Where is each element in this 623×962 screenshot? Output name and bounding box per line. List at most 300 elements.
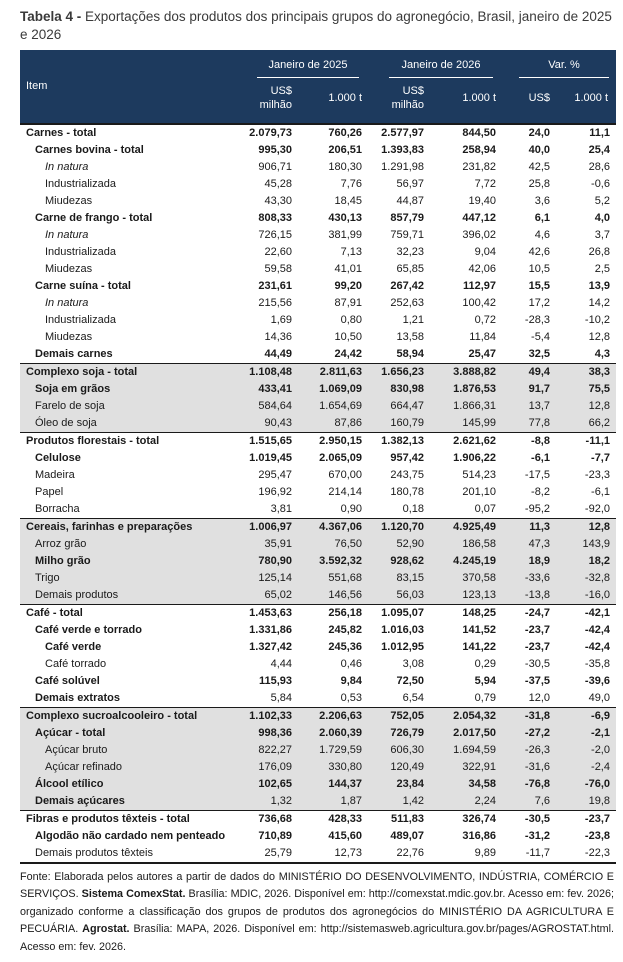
row-value: 14,2: [588, 296, 610, 309]
row-value: -42,4: [584, 623, 610, 636]
table-row: [20, 518, 616, 536]
row-label: Produtos florestais - total: [20, 432, 238, 450]
row-value: 844,50: [432, 124, 504, 142]
row-label: Complexo soja - total: [20, 363, 238, 381]
row-value: 76,50: [300, 536, 370, 553]
table-row: [20, 570, 616, 587]
table-row: [20, 828, 616, 845]
row-value: 87,91: [334, 296, 362, 309]
row-value: 252,63: [390, 296, 424, 309]
row-value: -23,7: [524, 623, 550, 636]
row-value: 42,6: [528, 245, 550, 258]
row-value: 28,6: [588, 160, 610, 173]
row-label: Farelo de soja: [20, 398, 238, 415]
row-value: 44,49: [264, 347, 292, 360]
group-label-jan-2026: Janeiro de 2026: [389, 59, 493, 78]
column-header-usd-2026: US$ milhão: [370, 79, 432, 124]
row-label: Celulose: [35, 451, 81, 464]
row-value: 428,33: [300, 810, 370, 828]
row-value: 160,79: [370, 415, 432, 433]
row-value: 1.019,45: [249, 451, 292, 464]
row-label: Carnes - total: [20, 124, 238, 142]
table-row: [20, 793, 616, 811]
row-label: Demais extratos: [35, 691, 120, 704]
row-value: 65,02: [238, 587, 300, 605]
row-value: 11,3: [504, 518, 558, 536]
row-label: Papel: [35, 485, 64, 498]
row-value: 144,37: [300, 776, 370, 793]
row-label: Carnes bovina - total: [35, 143, 144, 156]
row-label: Carne suína - total: [35, 279, 131, 292]
row-value: 201,10: [462, 485, 496, 498]
row-value: -5,4: [531, 330, 550, 343]
row-label: Industrializada: [45, 313, 116, 326]
row-value: 3,08: [402, 657, 424, 670]
table-row: [20, 261, 616, 278]
row-value: 9,89: [474, 846, 496, 859]
row-value: 267,42: [390, 279, 424, 292]
row-value: 2.054,32: [432, 707, 504, 725]
table-row: [20, 450, 616, 467]
row-value: -6,1: [591, 485, 610, 498]
row-value: 584,64: [238, 398, 300, 415]
row-value: -23,8: [584, 829, 610, 842]
table-row: [20, 278, 616, 295]
table-row: [20, 193, 616, 210]
row-value: -76,8: [504, 776, 558, 793]
row-value: 2.206,63: [300, 707, 370, 725]
row-value: 9,04: [474, 245, 496, 258]
table-row: [20, 415, 616, 433]
row-value: 99,20: [334, 279, 362, 292]
row-value: 196,92: [258, 485, 292, 498]
row-value: 316,86: [462, 829, 496, 842]
row-value: 176,09: [238, 759, 300, 776]
row-value: 231,82: [462, 160, 496, 173]
row-value: 396,02: [462, 228, 496, 241]
row-value: 760,26: [300, 124, 370, 142]
row-value: 1.876,53: [432, 381, 504, 398]
row-value: 43,30: [264, 194, 292, 207]
row-value: 45,28: [264, 177, 292, 190]
row-value: 14,36: [264, 330, 292, 343]
row-value: 7,13: [340, 245, 362, 258]
row-value: 430,13: [328, 211, 362, 224]
row-value: -42,4: [584, 640, 610, 653]
row-label: Borracha: [35, 502, 80, 515]
row-value: 957,42: [390, 451, 424, 464]
row-label: In natura: [45, 296, 89, 309]
row-value: 1.006,97: [238, 518, 300, 536]
row-label: Trigo: [20, 570, 238, 587]
row-value: 381,99: [328, 228, 362, 241]
row-value: 1.906,22: [453, 451, 496, 464]
table-row: [20, 742, 616, 759]
row-value: 0,90: [340, 502, 362, 515]
row-value: 7,76: [340, 177, 362, 190]
table-row: [20, 398, 616, 415]
table-row: [20, 432, 616, 450]
table-row: [20, 363, 616, 381]
table-row: [20, 159, 616, 176]
row-value: 1.108,48: [238, 363, 300, 381]
row-value: 11,84: [469, 330, 496, 343]
row-value: 0,72: [474, 313, 496, 326]
table-row: [20, 467, 616, 484]
row-value: -2,0: [558, 742, 616, 759]
row-value: 26,8: [588, 245, 610, 258]
row-label: Fibras e produtos têxteis - total: [20, 810, 238, 828]
row-value: -6,9: [558, 707, 616, 725]
column-group-jan-2025: [238, 50, 370, 79]
row-value: 243,75: [390, 468, 424, 481]
row-value: 664,47: [370, 398, 432, 415]
row-label: Complexo sucroalcooleiro - total: [20, 707, 238, 725]
row-label: Miudezas: [45, 330, 93, 343]
row-value: -8,2: [531, 485, 550, 498]
row-value: 22,60: [264, 245, 292, 258]
row-value: -35,8: [584, 657, 610, 670]
row-value: 15,5: [528, 279, 550, 292]
table-row: [20, 707, 616, 725]
column-group-jan-2026: [370, 50, 504, 79]
row-label: Cereais, farinhas e preparações: [20, 518, 238, 536]
row-value: 7,6: [504, 793, 558, 811]
row-value: 214,14: [328, 485, 362, 498]
row-value: 120,49: [370, 759, 432, 776]
row-value: 4,0: [594, 211, 610, 224]
table-row: [20, 759, 616, 776]
table-row: [20, 810, 616, 828]
row-value: 489,07: [390, 829, 424, 842]
row-label: Demais carnes: [35, 347, 113, 360]
table-row: [20, 329, 616, 346]
row-value: 670,00: [328, 468, 362, 481]
source-note-text: Brasília: MDIC, 2026. Disponível em: http://comexstat.mdic.gov.br. Acesso em: fev. 2026; organizado conforme a classificação dos grupos de produtos dos agronegócios do MINISTÉRIO DA AGRICULTURA E PECUÁRIA.: [20, 888, 615, 936]
row-value: 245,36: [328, 640, 362, 653]
row-value: 100,42: [462, 296, 496, 309]
column-header-usd-2025: US$ milhão: [238, 79, 300, 124]
row-label: Industrializada: [45, 177, 116, 190]
row-value: 736,68: [238, 810, 300, 828]
row-value: 3,81: [270, 502, 292, 515]
row-value: 11,1: [558, 124, 616, 142]
group-label-var-pct: Var. %: [519, 59, 609, 78]
table-row: [20, 536, 616, 553]
row-value: -28,3: [524, 313, 550, 326]
row-value: 23,84: [370, 776, 432, 793]
table-row: [20, 176, 616, 193]
row-value: 34,58: [432, 776, 504, 793]
table-row: [20, 673, 616, 690]
row-value: -2,1: [558, 725, 616, 742]
row-value: 49,4: [504, 363, 558, 381]
row-value: 17,2: [528, 296, 550, 309]
table-row: [20, 845, 616, 863]
row-value: 25,47: [468, 347, 496, 360]
table-row: [20, 210, 616, 227]
row-value: 145,99: [432, 415, 504, 433]
row-value: 58,94: [396, 347, 424, 360]
row-value: 90,43: [238, 415, 300, 433]
table-row: [20, 622, 616, 639]
row-value: -42,1: [558, 604, 616, 622]
row-value: 12,8: [588, 330, 610, 343]
row-value: 3,6: [534, 194, 550, 207]
row-value: 3,7: [594, 228, 610, 241]
row-value: 77,8: [504, 415, 558, 433]
row-value: 1.382,13: [370, 432, 432, 450]
row-label: Industrializada: [45, 245, 116, 258]
row-value: 370,58: [432, 570, 504, 587]
table-row: [20, 690, 616, 708]
table-row: [20, 346, 616, 364]
source-note-emphasis: Sistema ComexStat.: [81, 888, 186, 901]
row-value: -31,8: [504, 707, 558, 725]
row-value: 1.327,42: [249, 640, 292, 653]
table-title-text: Exportações dos produtos dos principais grupos do agronegócio, Brasil, janeiro de 2025 e 2026: [20, 9, 612, 42]
row-value: 857,79: [390, 211, 424, 224]
row-label: Açúcar - total: [20, 725, 238, 742]
row-value: 9,84: [340, 674, 362, 687]
row-value: 1.729,59: [300, 742, 370, 759]
row-value: 35,91: [238, 536, 300, 553]
row-value: 123,13: [432, 587, 504, 605]
row-value: -0,6: [591, 177, 610, 190]
row-value: 10,50: [334, 330, 362, 343]
row-value: 551,68: [300, 570, 370, 587]
table-row: [20, 501, 616, 519]
row-value: -31,6: [504, 759, 558, 776]
row-value: 91,7: [504, 381, 558, 398]
row-value: 780,90: [238, 553, 300, 570]
row-value: -33,6: [504, 570, 558, 587]
row-value: 141,22: [462, 640, 496, 653]
row-value: 245,82: [328, 623, 362, 636]
row-value: 25,79: [264, 846, 292, 859]
row-value: 42,5: [528, 160, 550, 173]
row-value: 87,86: [300, 415, 370, 433]
row-value: 726,79: [370, 725, 432, 742]
row-value: -22,3: [584, 846, 610, 859]
row-label: In natura: [45, 228, 89, 241]
row-value: -30,5: [524, 657, 550, 670]
table-row: [20, 656, 616, 673]
row-value: 2.950,15: [300, 432, 370, 450]
row-value: 12,0: [528, 691, 550, 704]
row-value: 18,45: [334, 194, 362, 207]
row-value: 1.656,23: [370, 363, 432, 381]
row-value: 12,73: [334, 846, 362, 859]
row-value: 19,40: [468, 194, 496, 207]
table-row: [20, 227, 616, 244]
row-value: 102,65: [238, 776, 300, 793]
row-value: 18,9: [504, 553, 558, 570]
table-row: [20, 604, 616, 622]
row-value: 0,53: [340, 691, 362, 704]
row-value: 141,52: [462, 623, 496, 636]
row-value: 511,83: [370, 810, 432, 828]
row-label: Miudezas: [45, 194, 93, 207]
row-value: 65,85: [396, 262, 424, 275]
table-row: [20, 312, 616, 329]
row-value: 18,2: [558, 553, 616, 570]
row-value: 52,90: [370, 536, 432, 553]
row-value: 0,29: [474, 657, 496, 670]
row-value: 1.291,98: [381, 160, 424, 173]
row-value: 25,4: [588, 143, 610, 156]
data-table: [20, 50, 616, 864]
row-value: -17,5: [524, 468, 550, 481]
row-value: -23,7: [558, 810, 616, 828]
row-value: -23,7: [524, 640, 550, 653]
column-header-var-tons: 1.000 t: [558, 79, 616, 124]
row-value: 2.811,63: [300, 363, 370, 381]
row-value: 3.888,82: [432, 363, 504, 381]
row-value: 83,15: [370, 570, 432, 587]
row-value: 3.592,32: [300, 553, 370, 570]
row-value: 447,12: [462, 211, 496, 224]
row-value: 148,25: [432, 604, 504, 622]
row-value: 1.120,70: [370, 518, 432, 536]
row-value: -76,0: [558, 776, 616, 793]
row-value: 326,74: [432, 810, 504, 828]
table-row: [20, 553, 616, 570]
row-value: -13,8: [504, 587, 558, 605]
row-value: 231,61: [258, 279, 292, 292]
row-value: 13,9: [588, 279, 610, 292]
row-value: 2,24: [432, 793, 504, 811]
table-row: [20, 124, 616, 142]
row-value: 56,97: [396, 177, 424, 190]
row-value: 13,7: [504, 398, 558, 415]
row-value: 330,80: [300, 759, 370, 776]
row-value: -7,7: [591, 451, 610, 464]
source-note: [20, 869, 614, 956]
row-value: 0,18: [402, 502, 424, 515]
group-label-jan-2025: Janeiro de 2025: [257, 59, 359, 78]
row-label: Carne de frango - total: [35, 211, 153, 224]
row-value: 0,80: [340, 313, 362, 326]
row-value: 433,41: [238, 381, 300, 398]
row-value: 38,3: [558, 363, 616, 381]
row-value: -92,0: [584, 502, 610, 515]
row-label: Óleo de soja: [20, 415, 238, 433]
row-value: 180,30: [328, 160, 362, 173]
row-value: 4.925,49: [432, 518, 504, 536]
row-value: 1,87: [300, 793, 370, 811]
row-label: Madeira: [35, 468, 75, 481]
row-value: 22,76: [396, 846, 424, 859]
row-value: 125,14: [238, 570, 300, 587]
row-value: 1,32: [238, 793, 300, 811]
row-label: Soja em grãos: [20, 381, 238, 398]
row-value: 514,23: [462, 468, 496, 481]
row-value: 5,84: [270, 691, 292, 704]
row-value: 6,1: [534, 211, 550, 224]
column-header-var-usd: US$: [504, 79, 558, 124]
row-value: 606,30: [370, 742, 432, 759]
row-value: 1.393,83: [381, 143, 424, 156]
row-label: Café - total: [20, 604, 238, 622]
column-group-var-pct: [504, 50, 616, 79]
row-value: 72,50: [396, 674, 424, 687]
row-value: 1.095,07: [370, 604, 432, 622]
row-value: 6,54: [402, 691, 424, 704]
row-value: 1.069,09: [300, 381, 370, 398]
row-label: In natura: [45, 160, 89, 173]
row-value: 1,42: [370, 793, 432, 811]
row-value: -39,6: [584, 674, 610, 687]
row-value: 1.453,63: [238, 604, 300, 622]
row-label: Café torrado: [45, 657, 107, 670]
row-label: Demais produtos têxteis: [35, 846, 153, 859]
row-value: 5,2: [594, 194, 610, 207]
row-value: -10,2: [584, 313, 610, 326]
row-label: Algodão não cardado nem penteado: [35, 829, 226, 842]
row-value: 215,56: [258, 296, 292, 309]
row-value: -37,5: [524, 674, 550, 687]
row-value: 56,03: [370, 587, 432, 605]
row-value: 7,72: [474, 177, 496, 190]
row-value: 112,97: [462, 279, 496, 292]
row-value: 258,94: [462, 143, 496, 156]
row-value: 2.079,73: [238, 124, 300, 142]
column-header-tons-2025: 1.000 t: [300, 79, 370, 124]
row-value: 49,0: [588, 691, 610, 704]
table-row: [20, 484, 616, 501]
row-value: 322,91: [432, 759, 504, 776]
row-value: 0,46: [340, 657, 362, 670]
row-value: 66,2: [558, 415, 616, 433]
row-label: Café solúvel: [35, 674, 100, 687]
row-label: Álcool etílico: [20, 776, 238, 793]
row-value: 146,56: [300, 587, 370, 605]
row-value: 41,01: [334, 262, 362, 275]
row-value: 2.060,39: [300, 725, 370, 742]
row-value: 75,5: [558, 381, 616, 398]
row-value: 44,87: [396, 194, 424, 207]
row-value: -32,8: [558, 570, 616, 587]
row-label: Milho grão: [20, 553, 238, 570]
column-header-item: Item: [20, 50, 238, 124]
row-label: Arroz grão: [20, 536, 238, 553]
row-value: 2.065,09: [319, 451, 362, 464]
row-value: 906,71: [258, 160, 292, 173]
row-value: 995,30: [258, 143, 292, 156]
row-value: 32,23: [396, 245, 424, 258]
row-value: -16,0: [558, 587, 616, 605]
row-value: -26,3: [504, 742, 558, 759]
source-note-text: Brasília: MAPA, 2026. Disponível em: http://sistemasweb.agricultura.gov.br/pages/AGROSTAT.html. Acesso em: fev. 2026.: [20, 923, 615, 953]
row-value: 5,94: [474, 674, 496, 687]
row-value: 710,89: [258, 829, 292, 842]
row-value: 4,3: [594, 347, 610, 360]
row-value: 42,06: [468, 262, 496, 275]
row-value: 295,47: [258, 468, 292, 481]
row-value: 2,5: [594, 262, 610, 275]
row-value: 4.367,06: [300, 518, 370, 536]
page-title: [20, 8, 616, 43]
row-value: 1.515,65: [238, 432, 300, 450]
row-value: 12,8: [558, 398, 616, 415]
row-label: Café verde: [45, 640, 102, 653]
row-value: 1.016,03: [381, 623, 424, 636]
table-row: [20, 776, 616, 793]
row-value: 25,8: [528, 177, 550, 190]
row-value: 32,5: [528, 347, 550, 360]
row-value: 115,93: [258, 674, 292, 687]
